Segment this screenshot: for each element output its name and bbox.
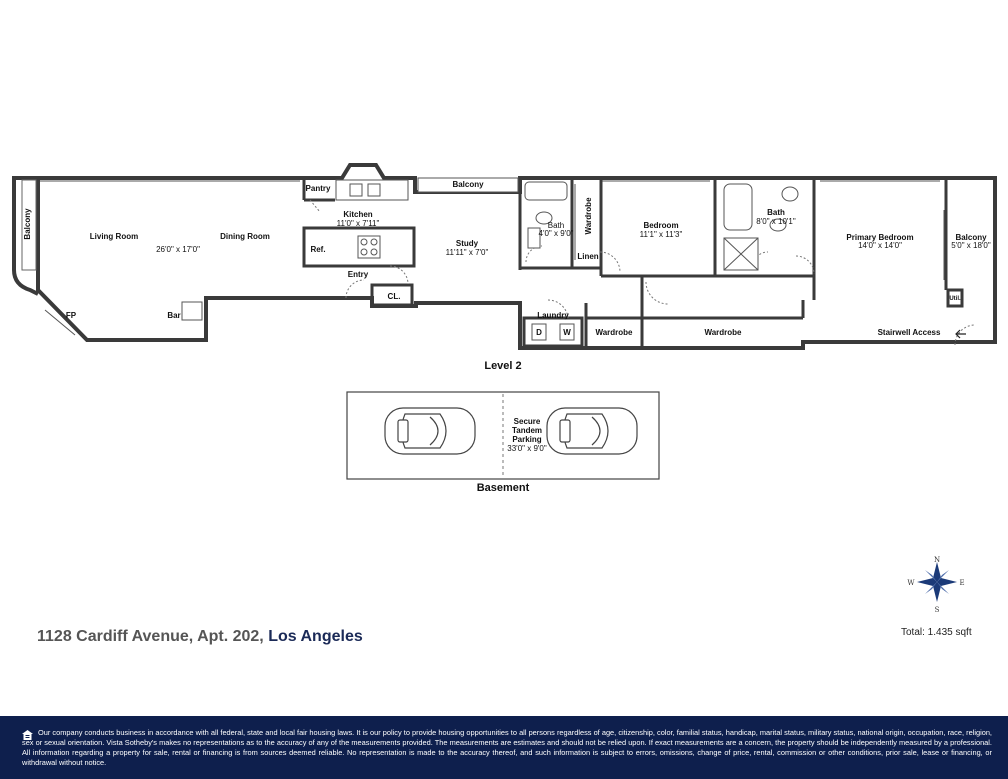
label-entry: Entry: [347, 270, 369, 279]
address-city: Los Angeles: [268, 628, 363, 645]
property-address: [37, 628, 363, 646]
label-laundry: Laundry: [537, 311, 569, 320]
label-pantry: Pantry: [305, 184, 331, 193]
label-washer: W: [563, 328, 571, 337]
label-kitchen-dims: 11'0" x 7'11": [336, 219, 380, 228]
label-bedroom-dims: 11'1" x 11'3": [639, 230, 683, 239]
parking-line3: Parking: [512, 435, 542, 444]
label-wardrobe-1: Wardrobe: [595, 328, 633, 337]
label-balcony-east-dims: 5'0" x 18'0": [951, 241, 991, 250]
car-icon: [547, 408, 637, 454]
total-area: Total: 1.435 sqft: [901, 627, 972, 638]
label-ref: Ref.: [310, 245, 326, 254]
label-living-dims: 26'0" x 17'0": [156, 245, 200, 254]
car-icon: [385, 408, 475, 454]
label-primary-dims: 14'0" x 14'0": [858, 241, 902, 250]
label-balcony-east: Balcony: [955, 233, 987, 242]
label-balcony-mid: Balcony: [452, 180, 484, 189]
label-study: Study: [455, 239, 479, 248]
label-closet: CL.: [387, 292, 401, 301]
label-stairwell: Stairwell Access: [877, 328, 941, 337]
label-bath2-dims: 8'0" x 10'1": [756, 217, 796, 226]
compass-w: W: [907, 579, 915, 587]
parking-dims: 33'0" x 9'0": [507, 444, 547, 453]
label-study-dims: 11'11" x 7'0": [445, 248, 489, 257]
label-balcony-west: Balcony: [23, 208, 32, 240]
footer-disclaimer: [0, 716, 1008, 779]
address-street: 1128 Cardiff Avenue, Apt. 202,: [37, 628, 264, 645]
label-wardrobe-2: Wardrobe: [704, 328, 742, 337]
label-living-room: Living Room: [89, 232, 139, 241]
label-wardrobe-vertical: Wardrobe: [584, 197, 593, 235]
label-linen: Linen: [577, 252, 599, 261]
label-fp: FP: [65, 311, 77, 320]
label-bath2: Bath: [767, 208, 785, 217]
compass-icon: [917, 562, 957, 602]
basement-title: Basement: [476, 482, 530, 494]
label-utility: Util.: [949, 296, 961, 302]
label-dryer: D: [536, 328, 542, 337]
disclaimer-text: Our company conducts business in accordance with all federal, state and local fair housing laws. It is our policy to provide housing opportunities to all persons regardless of age, citizenship, color, familial status, handicap, marital status, military status, national origin, occupation, race, religion, sex or sexual orientation. Vista Sotheby's makes no representations as to the accuracy of any of the measurements provided. The measurements are estimates and should not be relied upon. If exact measurements are a concern, the property should be independently measured by a professional. All information regarding a property for sale, rental or financing is from sources deemed reliable. No representation is made to the accuracy thereof, and such information is subject to errors, omissions, change of price, rental, commission or other conditions, prior sale, lease or financing, or withdrawal without notice.: [22, 728, 992, 767]
label-bath1: Bath: [547, 221, 565, 230]
label-bedroom: Bedroom: [643, 221, 679, 230]
label-kitchen: Kitchen: [343, 210, 373, 219]
label-dining-room: Dining Room: [220, 232, 270, 241]
parking-line2: Tandem: [511, 426, 543, 435]
level-2-title: Level 2: [484, 360, 522, 372]
label-bath1-dims: 4'0" x 9'0": [538, 229, 574, 238]
label-primary-bedroom: Primary Bedroom: [846, 233, 914, 242]
compass-s: S: [934, 606, 940, 614]
compass-n: N: [933, 556, 941, 564]
compass-e: E: [959, 579, 965, 587]
parking-line1: Secure: [513, 417, 541, 426]
label-bar: Bar: [167, 311, 181, 320]
